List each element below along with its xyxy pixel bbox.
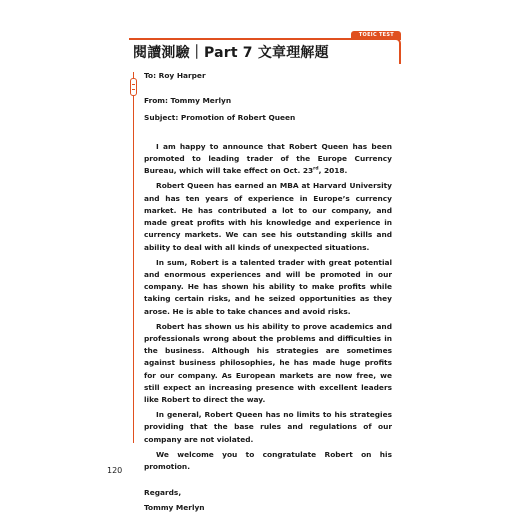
body-paragraph-4: Robert has shown us his ability to prove academics and professionals wrong about the problems and difficulties in the business. Although his strategies are sometimes against business philosophies, he has made huge profits for our company. As European markets are now free, we still expect an increasing presence with excellent leaders like Robert to direct the way. [144, 321, 392, 405]
margin-ornament-icon [130, 78, 137, 96]
body-paragraph-5: In general, Robert Queen has no limits to his strategies providing that the base rules and regulations of our company are not violated. [144, 410, 392, 444]
body-paragraph-6: We welcome you to congratulate Robert on his promotion. [144, 449, 392, 471]
closing-signature: Tommy Merlyn [144, 503, 205, 513]
page-number: 120 [107, 466, 123, 475]
paragraph-1-text: I am happy to announce that Robert Queen has been promoted to leading trader of the Europe Currency Bureau, which will take effect on Oct. 23 [144, 141, 392, 176]
paragraph-1-end: , 2018. [318, 166, 348, 176]
body-paragraph-1 [144, 141, 392, 178]
toeic-tab-label: TOEIC TEST [351, 31, 401, 40]
memo-from: From: Tommy Merlyn [144, 96, 232, 106]
section-title: 閱讀測驗｜Part 7 文章理解題 [133, 45, 329, 61]
date-ordinal-suffix: rd [313, 167, 319, 173]
body-paragraph-2: Robert Queen has earned an MBA at Harvard University and has ten years of experience in Europe’s currency market. He has contributed a lot to our company, and made great profits with his knowledge and experience in currency markets. We can see his outstanding skills and ability to deal with all kinds of unexpected situations. [144, 181, 392, 252]
margin-rule [133, 72, 134, 443]
section-header [129, 32, 401, 64]
closing-regards: Regards, [144, 488, 182, 498]
memo-to: To: Roy Harper [144, 71, 206, 80]
memo-subject: Subject: Promotion of Robert Queen [144, 112, 296, 122]
body-paragraph-3: In sum, Robert is a talented trader with great potential and enormous experiences and will be promoted in our company. He has shown his ability to make profits while taking certain risks, and he seized opportunities as they arose. He is able to take chances and avoid risks. [144, 257, 392, 316]
memo-document [144, 70, 392, 515]
